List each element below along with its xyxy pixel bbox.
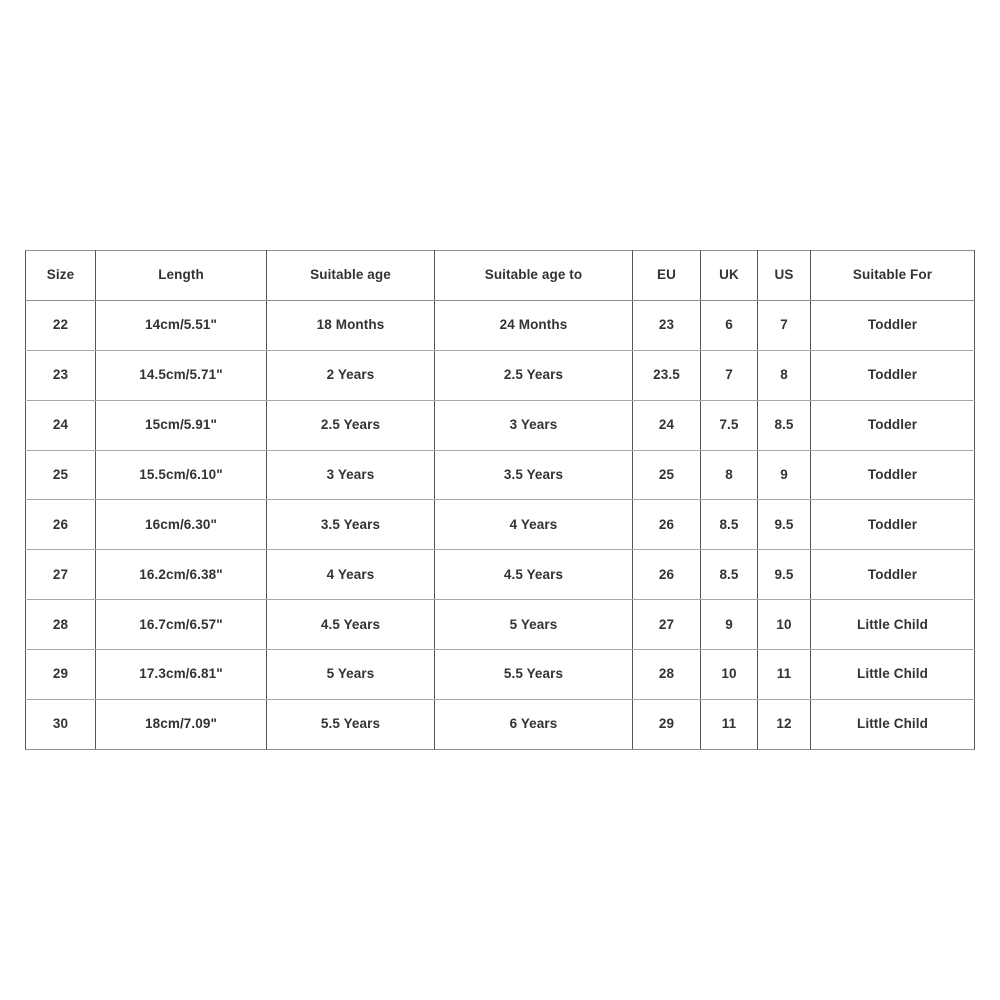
cell-length: 18cm/7.09" (96, 700, 267, 750)
cell-uk: 7.5 (701, 400, 758, 450)
cell-for: Toddler (811, 450, 975, 500)
cell-us: 7 (758, 300, 811, 350)
cell-eu: 24 (633, 400, 701, 450)
table-row (26, 600, 975, 650)
cell-age: 5.5 Years (267, 700, 435, 750)
cell-age_to: 3.5 Years (435, 450, 633, 500)
cell-for: Toddler (811, 550, 975, 600)
table-row (26, 350, 975, 400)
cell-size: 24 (26, 400, 96, 450)
cell-eu: 25 (633, 450, 701, 500)
cell-eu: 26 (633, 550, 701, 600)
table-row (26, 500, 975, 550)
cell-uk: 8.5 (701, 500, 758, 550)
column-header-length: Length (96, 251, 267, 301)
cell-for: Little Child (811, 650, 975, 700)
cell-uk: 7 (701, 350, 758, 400)
cell-eu: 23 (633, 300, 701, 350)
cell-size: 26 (26, 500, 96, 550)
table-row (26, 450, 975, 500)
cell-us: 8.5 (758, 400, 811, 450)
cell-age: 4 Years (267, 550, 435, 600)
column-header-age: Suitable age (267, 251, 435, 301)
cell-us: 10 (758, 600, 811, 650)
cell-size: 28 (26, 600, 96, 650)
cell-age_to: 5.5 Years (435, 650, 633, 700)
cell-age: 4.5 Years (267, 600, 435, 650)
cell-us: 9.5 (758, 550, 811, 600)
cell-length: 17.3cm/6.81" (96, 650, 267, 700)
cell-age_to: 2.5 Years (435, 350, 633, 400)
cell-us: 9 (758, 450, 811, 500)
column-header-us: US (758, 251, 811, 301)
cell-size: 30 (26, 700, 96, 750)
cell-eu: 23.5 (633, 350, 701, 400)
cell-age_to: 3 Years (435, 400, 633, 450)
cell-for: Toddler (811, 300, 975, 350)
cell-size: 25 (26, 450, 96, 500)
table-row (26, 700, 975, 750)
cell-eu: 27 (633, 600, 701, 650)
cell-length: 14.5cm/5.71" (96, 350, 267, 400)
cell-us: 8 (758, 350, 811, 400)
cell-length: 14cm/5.51" (96, 300, 267, 350)
column-header-uk: UK (701, 251, 758, 301)
cell-length: 16.2cm/6.38" (96, 550, 267, 600)
cell-age_to: 5 Years (435, 600, 633, 650)
cell-age: 3.5 Years (267, 500, 435, 550)
cell-age_to: 6 Years (435, 700, 633, 750)
cell-length: 16cm/6.30" (96, 500, 267, 550)
cell-us: 12 (758, 700, 811, 750)
cell-uk: 8.5 (701, 550, 758, 600)
cell-age: 5 Years (267, 650, 435, 700)
cell-uk: 9 (701, 600, 758, 650)
cell-eu: 28 (633, 650, 701, 700)
table-row (26, 400, 975, 450)
shoe-size-chart-table (25, 250, 975, 750)
table-row (26, 650, 975, 700)
table-row (26, 300, 975, 350)
cell-us: 11 (758, 650, 811, 700)
table-row (26, 550, 975, 600)
cell-size: 29 (26, 650, 96, 700)
cell-size: 27 (26, 550, 96, 600)
cell-eu: 29 (633, 700, 701, 750)
table-header-row (26, 251, 975, 301)
cell-for: Toddler (811, 350, 975, 400)
cell-length: 15cm/5.91" (96, 400, 267, 450)
cell-size: 22 (26, 300, 96, 350)
cell-uk: 8 (701, 450, 758, 500)
cell-uk: 11 (701, 700, 758, 750)
cell-size: 23 (26, 350, 96, 400)
table-header (26, 251, 975, 301)
column-header-age_to: Suitable age to (435, 251, 633, 301)
cell-length: 15.5cm/6.10" (96, 450, 267, 500)
cell-uk: 6 (701, 300, 758, 350)
cell-us: 9.5 (758, 500, 811, 550)
cell-age: 2 Years (267, 350, 435, 400)
cell-age_to: 4.5 Years (435, 550, 633, 600)
cell-age: 18 Months (267, 300, 435, 350)
cell-for: Little Child (811, 700, 975, 750)
column-header-eu: EU (633, 251, 701, 301)
cell-uk: 10 (701, 650, 758, 700)
column-header-size: Size (26, 251, 96, 301)
cell-for: Toddler (811, 400, 975, 450)
cell-eu: 26 (633, 500, 701, 550)
table-body (26, 300, 975, 749)
column-header-for: Suitable For (811, 251, 975, 301)
cell-age: 2.5 Years (267, 400, 435, 450)
cell-for: Toddler (811, 500, 975, 550)
cell-for: Little Child (811, 600, 975, 650)
cell-age_to: 24 Months (435, 300, 633, 350)
cell-age: 3 Years (267, 450, 435, 500)
cell-length: 16.7cm/6.57" (96, 600, 267, 650)
cell-age_to: 4 Years (435, 500, 633, 550)
